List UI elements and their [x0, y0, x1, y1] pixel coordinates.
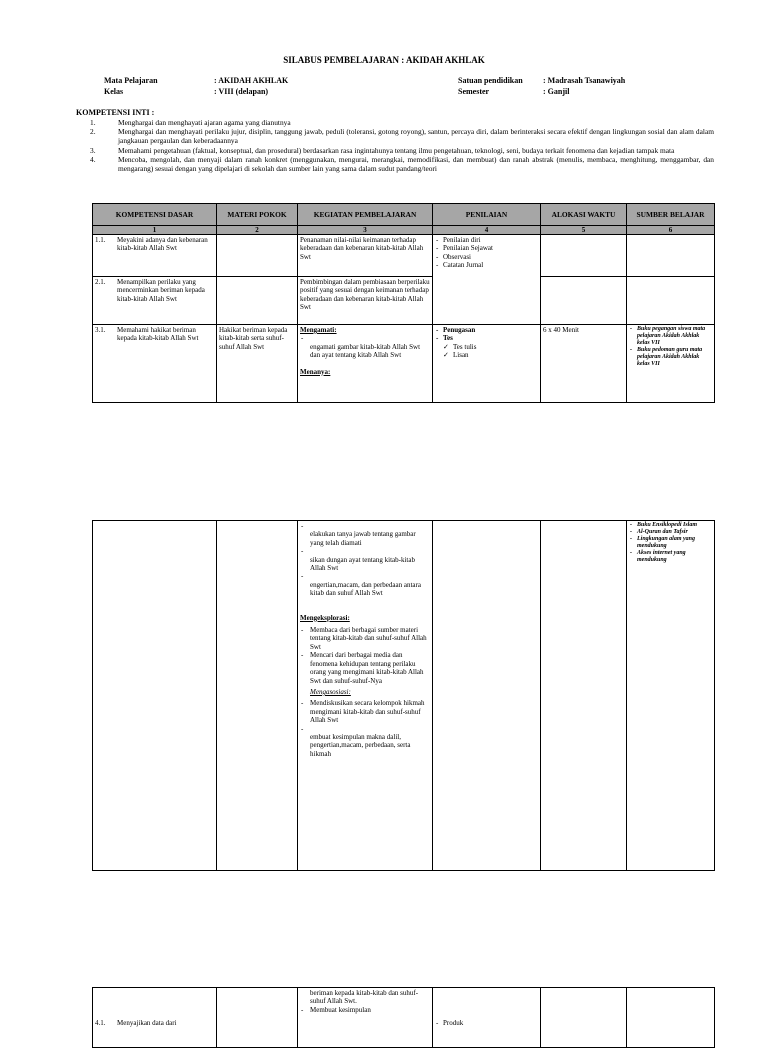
sumber-cell	[627, 277, 715, 325]
alokasi-cell	[541, 521, 627, 871]
materi-cell	[217, 988, 298, 1048]
list-item-text: elakukan tanya jawab tentang gambar yang telah diamati	[310, 530, 416, 547]
identity-left	[104, 75, 288, 97]
identity-row	[104, 86, 288, 97]
kd-text: Menyajikan data dari	[117, 1019, 177, 1027]
identity-label: Semester	[458, 87, 490, 96]
ki-text: Memahami pengetahuan (faktual, konseptual, dan prosedural) berdasarkan rasa ingintahunya tentang ilmu pengetahuan, teknologi, seni, budaya terkait fenomena dan kejadian tampak mata	[118, 145, 675, 155]
kegiatan-cell: Pembimbingan dalam pembiasaan berperilaku positif yang sesuai dengan keimanan terhadap keberadaan dan kebenaran kitab-kitab Allah Swt	[298, 277, 433, 325]
alokasi-cell: 6 x 40 Menit	[541, 325, 627, 403]
ki-item	[90, 155, 714, 173]
kd-cell	[93, 325, 217, 403]
kd-number: 2.1.	[95, 278, 106, 286]
kd-cell	[93, 277, 217, 325]
mengasosiasi-label: Mengasosiasi:	[310, 687, 351, 696]
table-row	[93, 521, 715, 871]
list-item: - Produk	[435, 1019, 538, 1027]
list-item: - Catatan Jurnal	[435, 261, 538, 269]
sumber-cell	[627, 988, 715, 1048]
list-item-text: engamati gambar kitab-kitab Allah Swt dan ayat tentang kitab Allah Swt	[310, 342, 421, 360]
syllabus-table-continued	[92, 520, 715, 871]
table-row	[93, 325, 715, 403]
identity-label: Mata Pelajaran	[104, 76, 158, 85]
materi-cell	[217, 277, 298, 325]
kegiatan-cell	[298, 988, 433, 1048]
kd-number: 3.1.	[95, 326, 106, 334]
list-item: - Penilaian diri	[435, 236, 538, 244]
list-item: - Membuat kesimpulan	[300, 1006, 430, 1014]
list-item: - Penugasan	[435, 326, 538, 334]
header-kegiatan: KEGIATAN PEMBELAJARAN	[298, 204, 433, 226]
header-materi-pokok: MATERI POKOK	[217, 204, 298, 226]
column-number: 4	[433, 226, 541, 235]
kegiatan-text: beriman kepada kitab-kitab dan suhuf-suhuf Allah Swt.	[310, 989, 419, 1006]
ki-list	[90, 118, 714, 173]
identity-value: : AKIDAH AKHLAK	[214, 76, 289, 85]
identity-label: Satuan pendidikan	[458, 76, 523, 85]
column-number: 2	[217, 226, 298, 235]
list-item: - Buku pegangan siswa mata pelajaran Akidah Akhlak kelas VII	[629, 326, 712, 347]
identity-row	[104, 75, 288, 86]
column-number: 1	[93, 226, 217, 235]
ki-item	[90, 146, 714, 155]
identity-value: : Ganjil	[543, 87, 570, 96]
penilaian-cell	[433, 325, 541, 403]
column-number: 5	[541, 226, 627, 235]
mengamati-label: Mengamati:	[300, 326, 337, 334]
kegiatan-cell: Penanaman nilai-nilai keimanan terhadap keberadaan dan kebenaran kitab-kitab Allah Swt	[298, 235, 433, 277]
ki-number: 2.	[90, 127, 96, 137]
list-item	[300, 334, 430, 359]
column-number: 6	[627, 226, 715, 235]
kd-cell	[93, 988, 217, 1048]
kd-text: Memahami hakikat beriman kepada kitab-kitab Allah Swt	[117, 326, 199, 343]
ki-heading: KOMPETENSI INTI :	[76, 108, 155, 117]
sumber-cell	[627, 235, 715, 277]
menanya-label: Menanya:	[300, 367, 331, 376]
penilaian-cell	[433, 235, 541, 325]
ki-text: Menghargai dan menghayati ajaran agama yang dianutnya	[118, 118, 291, 127]
header-alokasi: ALOKASI WAKTU	[541, 204, 627, 226]
alokasi-cell	[541, 988, 627, 1048]
ki-number: 3.	[90, 145, 96, 155]
header-penilaian: PENILAIAN	[433, 204, 541, 226]
syllabus-table-page3	[92, 987, 715, 1048]
ki-item	[90, 118, 714, 127]
kd-number: 4.1.	[95, 1019, 106, 1027]
sumber-cell	[627, 521, 715, 871]
syllabus-table	[92, 203, 715, 403]
sumber-cell	[627, 325, 715, 403]
identity-label: Kelas	[104, 87, 124, 96]
header-kompetensi-dasar: KOMPETENSI DASAR	[93, 204, 217, 226]
list-item: - Lingkungan alam yang mendukung	[629, 536, 712, 550]
list-item-text: embuat kesimpulan makna dalil, pengertian,macam, perbedaan, serta hikmah	[310, 732, 411, 758]
table-row	[93, 235, 715, 277]
list-item: - Al-Quran dan Tafsir	[629, 529, 712, 536]
kd-number: 1.1.	[95, 236, 106, 244]
ki-text: Mencoba, mengolah, dan menyaji dalam ranah konkret (menggunakan, mengurai, merangkai, memodifikasi, dan membuat) dan ranah abstrak (menulis, membaca, menghitung, menggambar, dan mengarang) sesuai dengan yang dipelajari di sekolah dan sumber lain yang sama dalam sudut pandang/teori	[118, 154, 714, 174]
list-item	[300, 547, 430, 572]
identity-value: : VIII (delapan)	[214, 87, 269, 96]
ki-item	[90, 127, 714, 145]
penilaian-cell	[433, 988, 541, 1048]
list-item: - Buku Ensiklopedi Islam	[629, 522, 712, 529]
list-item	[300, 572, 430, 597]
kd-cell	[93, 235, 217, 277]
identity-row	[458, 86, 625, 97]
list-item-text: sikan dungan ayat tentang kitab-kitab Allah Swt	[310, 555, 415, 573]
check-item: ✓ Tes tulis	[435, 343, 538, 351]
list-item: - Mendiskusikan secara kelompok hikmah mengimani kitab-kitab dan suhuf-suhuf Allah Swt	[300, 699, 430, 724]
list-item: - Buku pedoman guru mata pelajaran Akidah Akhlak kelas VII	[629, 347, 712, 368]
table-row	[93, 277, 715, 325]
document-title: SILABUS PEMBELAJARAN : AKIDAH AKHLAK	[283, 55, 485, 65]
materi-cell	[217, 521, 298, 871]
materi-cell: Hakikat beriman kepada kitab-kitab serta suhuf-suhuf Allah Swt	[217, 325, 298, 403]
kd-text: Meyakini adanya dan kebenaran kitab-kitab Allah Swt	[117, 236, 208, 253]
header-sumber: SUMBER BELAJAR	[627, 204, 715, 226]
identity-right	[458, 75, 625, 97]
materi-cell	[217, 235, 298, 277]
list-item: - Penilaian Sejawat	[435, 244, 538, 252]
ki-text: Menghargai dan menghayati perilaku jujur, disiplin, tanggung jawab, peduli (toleransi, gotong royong), santun, percaya diri, dalam berinteraksi secara efektif dengan lingkungan sosial dan alam dalam jangkauan pergaulan dan keberadaannya	[118, 127, 714, 146]
list-item: - Akses internet yang mendukung	[629, 550, 712, 564]
list-item: - Observasi	[435, 253, 538, 261]
column-number: 3	[298, 226, 433, 235]
kegiatan-cell	[298, 521, 433, 871]
list-item: - Mencari dari berbagai media dan fenomena kehidupan tentang perilaku orang yang mengimani kitab-kitab Allah Swt dan suhuf-suhuf-Nya	[300, 651, 430, 685]
list-item	[300, 725, 430, 759]
alokasi-cell	[541, 277, 627, 325]
list-item-text: engertian,macam, dan perbedaan antara kitab dan suhuf Allah Swt	[310, 580, 421, 598]
penilaian-cell	[433, 521, 541, 871]
kegiatan-cell	[298, 325, 433, 403]
identity-row	[458, 75, 625, 86]
table-row	[93, 988, 715, 1048]
ki-number: 4.	[90, 154, 96, 164]
identity-value: : Madrasah Tsanawiyah	[543, 76, 626, 85]
list-item	[300, 522, 430, 547]
list-item: - Tes	[435, 334, 538, 342]
kd-cell	[93, 521, 217, 871]
kd-text: Menampilkan perilaku yang mencerminkan beriman kepada kitab-kitab Allah Swt	[117, 278, 205, 303]
mengeksplorasi-label: Mengeksplorasi:	[300, 613, 350, 622]
alokasi-cell	[541, 235, 627, 277]
ki-number: 1.	[90, 118, 96, 127]
check-item: ✓ Lisan	[435, 351, 538, 359]
list-item: - Membaca dari berbagai sumber materi tentang kitab-kitab dan suhuf-suhuf Allah Swt	[300, 626, 430, 651]
